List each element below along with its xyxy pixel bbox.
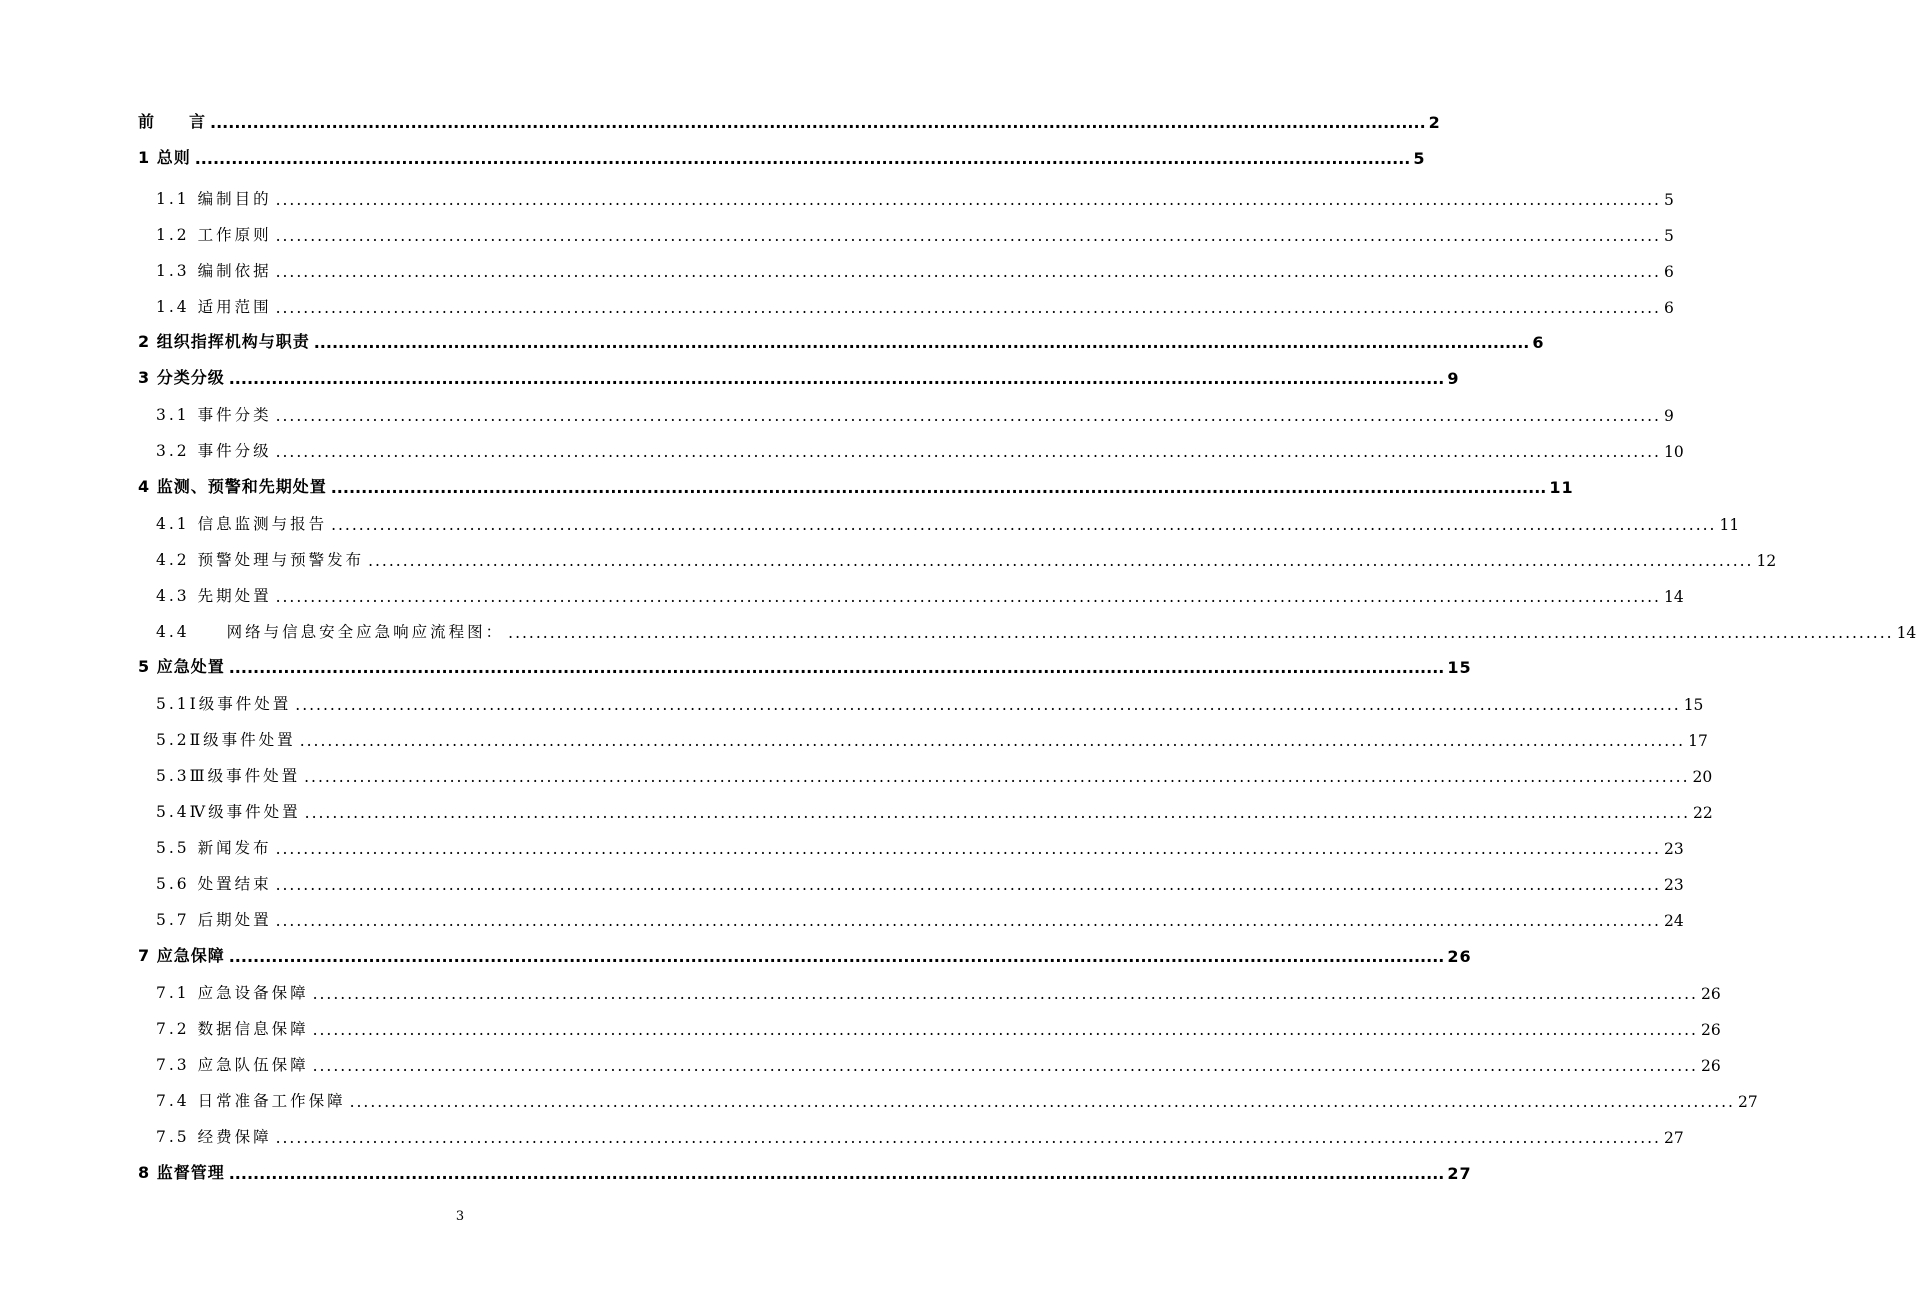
toc-entry-label: 4 监测、预警和先期处置 — [138, 477, 327, 496]
toc-entry-page-number: 26 — [1700, 985, 1721, 1003]
toc-entry-label: 7.3 应急队伍保障 — [156, 1056, 309, 1074]
toc-entry-page-number: 6 — [1663, 263, 1674, 281]
toc-dot-leader: ........................................................................................................................................................................................................ — [304, 804, 1691, 822]
toc-entry-label: 5.2Ⅱ级事件处置 — [156, 731, 296, 749]
toc-entry-label: 3 分类分级 — [138, 368, 225, 387]
toc-dot-leader: ........................................................................................................................................................................................................ — [368, 552, 1754, 570]
toc-entry-page-number: 9 — [1447, 369, 1460, 388]
toc-entry-page-number: 22 — [1693, 804, 1713, 822]
toc-entry-section[interactable] — [138, 798, 1713, 822]
toc-entry-page-number: 14 — [1663, 588, 1684, 606]
toc-entry-label: 1 总则 — [138, 148, 191, 167]
toc-entry-page-number: 14 — [1896, 624, 1916, 642]
toc-entry-section[interactable] — [138, 618, 1916, 642]
toc-dot-leader: ........................................................................................................................................................................................................ — [228, 947, 1445, 966]
toc-entry-section[interactable] — [138, 437, 1684, 461]
toc-entry-label: 5.1Ⅰ级事件处置 — [156, 695, 292, 713]
toc-entry-label: 4.1 信息监测与报告 — [156, 515, 328, 533]
toc-dot-leader: ........................................................................................................................................................................................................ — [313, 333, 1530, 352]
toc-entry-page-number: 26 — [1447, 947, 1472, 966]
toc-entry-page-number: 27 — [1737, 1093, 1758, 1111]
toc-dot-leader: ........................................................................................................................................................................................................ — [228, 369, 1445, 388]
toc-dot-leader: ........................................................................................................................................................................................................ — [275, 263, 1661, 281]
toc-entry-page-number: 6 — [1532, 333, 1545, 352]
toc-entry-page-number: 26 — [1700, 1057, 1721, 1075]
toc-entry-label: 7 应急保障 — [138, 946, 225, 965]
toc-dot-leader: ........................................................................................................................................................................................................ — [275, 191, 1661, 209]
toc-entry-chapter[interactable] — [138, 328, 1545, 352]
toc-entry-page-number: 5 — [1413, 149, 1426, 168]
toc-entry-section[interactable] — [138, 546, 1777, 570]
toc-entry-chapter[interactable] — [138, 144, 1426, 168]
toc-entry-label: 1.1 编制目的 — [156, 190, 272, 208]
toc-entry-page-number: 11 — [1719, 516, 1740, 534]
toc-entry-label: 1.4 适用范围 — [156, 298, 272, 316]
toc-entry-section[interactable] — [138, 834, 1684, 858]
toc-dot-leader: ........................................................................................................................................................................................................ — [304, 768, 1690, 786]
toc-entry-section[interactable] — [138, 726, 1708, 750]
toc-dot-leader: ........................................................................................................................................................................................................ — [330, 478, 1547, 497]
toc-entry-page-number: 20 — [1692, 768, 1713, 786]
toc-entry-label: 7.2 数据信息保障 — [156, 1020, 309, 1038]
toc-entry-label: 5.4Ⅳ级事件处置 — [156, 803, 301, 821]
toc-entry-label: 4.4 网络与信息安全应急响应流程图： — [156, 623, 505, 641]
toc-dot-leader: ........................................................................................................................................................................................................ — [275, 912, 1661, 930]
toc-entry-label: 3.2 事件分级 — [156, 442, 272, 460]
toc-entry-page-number: 23 — [1663, 840, 1684, 858]
toc-entry-chapter[interactable] — [138, 1159, 1472, 1183]
toc-dot-leader: ........................................................................................................................................................................................................ — [275, 227, 1661, 245]
toc-entry-label: 5.6 处置结束 — [156, 875, 272, 893]
toc-dot-leader: ........................................................................................................................................................................................................ — [299, 732, 1686, 750]
toc-entry-label: 4.2 预警处理与预警发布 — [156, 551, 365, 569]
toc-entry-chapter[interactable] — [138, 473, 1574, 497]
toc-entry-section[interactable] — [138, 1051, 1721, 1075]
toc-entry-section[interactable] — [138, 1015, 1721, 1039]
toc-entry-label: 2 组织指挥机构与职责 — [138, 332, 310, 351]
toc-dot-leader: ........................................................................................................................................................................................................ — [275, 588, 1661, 606]
toc-entry-section[interactable] — [138, 510, 1740, 534]
toc-dot-leader: ........................................................................................................................................................................................................ — [210, 113, 1426, 132]
toc-entry-page-number: 5 — [1663, 227, 1674, 245]
toc-entry-section[interactable] — [138, 979, 1721, 1003]
toc-dot-leader: ........................................................................................................................................................................................................ — [349, 1093, 1735, 1111]
toc-entry-page-number: 15 — [1683, 696, 1704, 714]
toc-dot-leader: ........................................................................................................................................................................................................ — [275, 443, 1661, 461]
toc-dot-leader: ........................................................................................................................................................................................................ — [275, 1129, 1661, 1147]
toc-entry-section[interactable] — [138, 906, 1684, 930]
toc-entry-label: 3.1 事件分类 — [156, 406, 272, 424]
toc-dot-leader: ........................................................................................................................................................................................................ — [331, 516, 1717, 534]
toc-entry-section[interactable] — [138, 185, 1674, 209]
page-number: 3 — [455, 1209, 465, 1224]
toc-entry-label: 7.4 日常准备工作保障 — [156, 1092, 346, 1110]
toc-entry-chapter[interactable] — [138, 364, 1460, 388]
toc-entry-section[interactable] — [138, 1123, 1684, 1147]
toc-entry-section[interactable] — [138, 221, 1674, 245]
toc-entry-page-number: 9 — [1663, 407, 1674, 425]
toc-dot-leader: ........................................................................................................................................................................................................ — [228, 1164, 1445, 1183]
toc-entry-page-number: 27 — [1447, 1164, 1472, 1183]
toc-entry-chapter[interactable] — [138, 653, 1472, 677]
toc-entry-section[interactable] — [138, 1087, 1758, 1111]
toc-entry-section[interactable] — [138, 690, 1704, 714]
toc-dot-leader: ........................................................................................................................................................................................................ — [275, 840, 1661, 858]
toc-entry-label: 4.3 先期处置 — [156, 587, 272, 605]
toc-dot-leader: ........................................................................................................................................................................................................ — [312, 985, 1698, 1003]
toc-entry-label: 5.3Ⅲ级事件处置 — [156, 767, 301, 785]
toc-dot-leader: ........................................................................................................................................................................................................ — [228, 658, 1445, 677]
toc-entry-label: 5 应急处置 — [138, 657, 225, 676]
toc-entry-label: 7.1 应急设备保障 — [156, 984, 309, 1002]
toc-dot-leader: ........................................................................................................................................................................................................ — [295, 696, 1681, 714]
toc-entry-chapter[interactable] — [138, 942, 1472, 966]
toc-dot-leader: ........................................................................................................................................................................................................ — [312, 1057, 1698, 1075]
toc-entry-section[interactable] — [138, 582, 1684, 606]
toc-entry-section[interactable] — [138, 870, 1684, 894]
toc-dot-leader: ........................................................................................................................................................................................................ — [312, 1021, 1698, 1039]
toc-entry-chapter[interactable] — [138, 108, 1441, 132]
toc-entry-label: 前 言 — [138, 112, 207, 131]
toc-entry-page-number: 2 — [1428, 113, 1441, 132]
toc-entry-label: 5.7 后期处置 — [156, 911, 272, 929]
toc-dot-leader: ........................................................................................................................................................................................................ — [275, 876, 1661, 894]
toc-dot-leader: ........................................................................................................................................................................................................ — [275, 407, 1661, 425]
toc-entry-page-number: 23 — [1663, 876, 1684, 894]
toc-entry-label: 7.5 经费保障 — [156, 1128, 272, 1146]
toc-entry-page-number: 5 — [1663, 191, 1674, 209]
toc-entry-page-number: 10 — [1663, 443, 1684, 461]
toc-entry-page-number: 24 — [1663, 912, 1684, 930]
toc-entry-page-number: 17 — [1688, 732, 1708, 750]
toc-entry-section[interactable] — [138, 293, 1674, 317]
toc-entry-label: 5.5 新闻发布 — [156, 839, 272, 857]
toc-entry-page-number: 12 — [1756, 552, 1777, 570]
toc-entry-page-number: 15 — [1447, 658, 1472, 677]
toc-entry-section[interactable] — [138, 401, 1674, 425]
toc-entry-page-number: 26 — [1700, 1021, 1721, 1039]
toc-entry-section[interactable] — [138, 762, 1713, 786]
toc-dot-leader: ........................................................................................................................................................................................................ — [194, 149, 1411, 168]
toc-entry-page-number: 27 — [1663, 1129, 1684, 1147]
toc-dot-leader: ........................................................................................................................................................................................................ — [508, 624, 1894, 642]
toc-entry-page-number: 11 — [1549, 478, 1574, 497]
toc-entry-label: 1.2 工作原则 — [156, 226, 272, 244]
toc-entry-label: 1.3 编制依据 — [156, 262, 272, 280]
toc-entry-page-number: 6 — [1663, 299, 1674, 317]
toc-entry-section[interactable] — [138, 257, 1674, 281]
toc-dot-leader: ........................................................................................................................................................................................................ — [275, 299, 1661, 317]
toc-entry-label: 8 监督管理 — [138, 1163, 225, 1182]
